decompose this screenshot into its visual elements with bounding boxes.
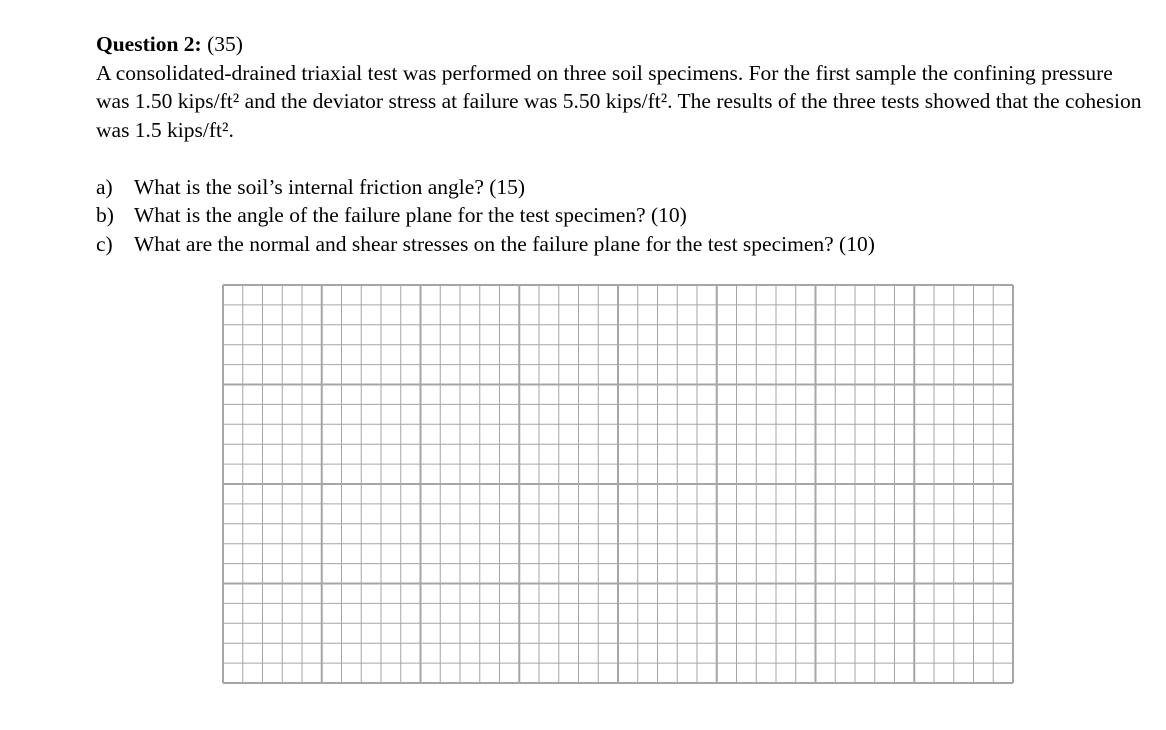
question-body: A consolidated-drained triaxial test was performed on three soil specimens. For the first sample the confining pressure was 1.50 kips/ft² and the deviator stress at failure was 5.50 kips/ft². The results of the three tests showed that the cohesion was 1.5 kips/ft². <box>96 60 1142 142</box>
graph-paper-grid <box>222 284 1014 684</box>
graph-paper <box>222 284 1014 684</box>
question-part-c <box>96 230 1146 259</box>
question-part-a <box>96 173 1146 202</box>
part-text: What is the soil’s internal friction angle? (15) <box>134 174 526 199</box>
part-text: What is the angle of the failure plane for the test specimen? (10) <box>134 203 687 227</box>
question-parts-list <box>96 173 1146 259</box>
question-points: (35) <box>207 32 243 56</box>
part-text: What are the normal and shear stresses on the failure plane for the test specimen? (10) <box>134 231 875 256</box>
part-letter: c) <box>96 231 113 256</box>
question-part-b <box>96 201 1146 230</box>
question-heading <box>96 30 1146 59</box>
question-block <box>96 30 1146 258</box>
part-letter: b) <box>96 203 114 227</box>
question-title: Question 2: <box>96 32 202 56</box>
part-letter: a) <box>96 174 113 199</box>
